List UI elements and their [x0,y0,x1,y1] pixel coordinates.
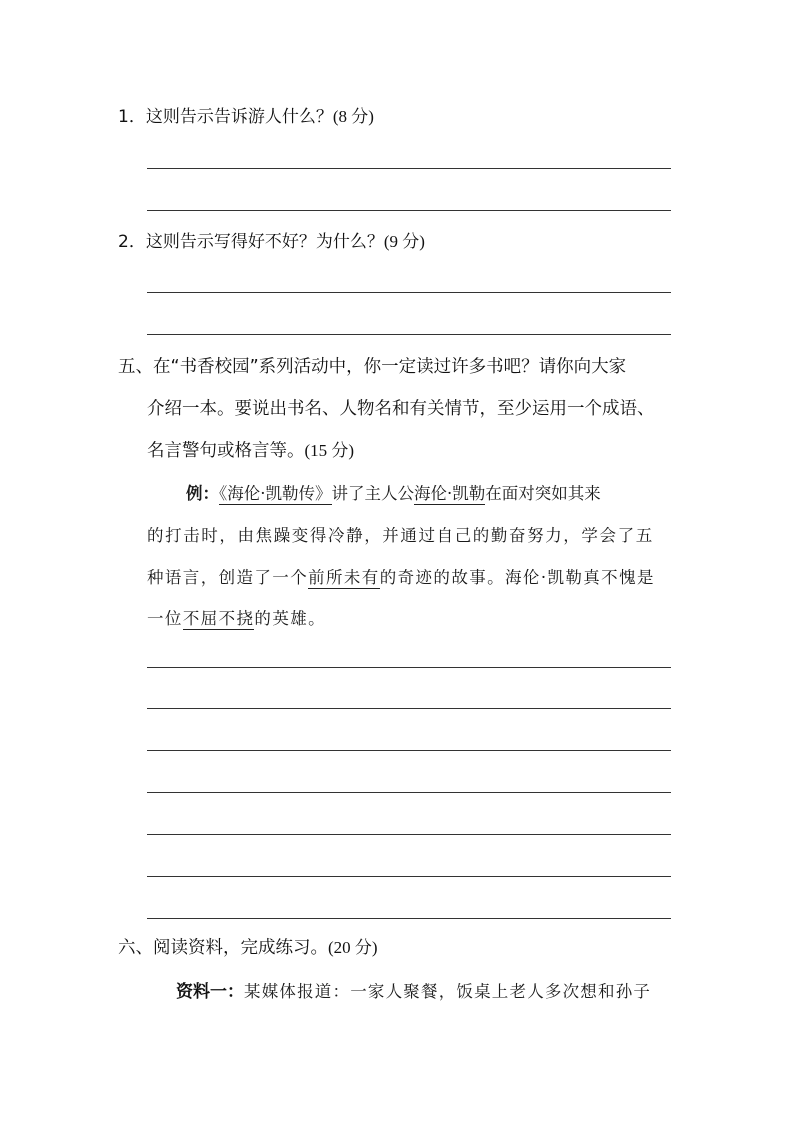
answer-line-s5-6[interactable] [147,876,671,877]
question-2-score: (9 分) [383,232,425,251]
question-2 [118,230,425,254]
example-text: 讲了主人公 [331,484,414,503]
question-1 [118,105,374,129]
material-1 [176,980,651,1004]
example-line-3 [147,566,655,590]
section-5-prompt-line-1 [118,355,674,379]
example-character-name: 海伦·凯勒 [414,484,486,503]
answer-line-q1-2[interactable] [147,210,671,211]
answer-line-q2-2[interactable] [147,334,671,335]
section-5-line-1-text: 五、在“书香校园”系列活动中，你一定读过许多书吧？请你向大家 [118,357,627,377]
question-2-number: 2． [118,232,146,252]
answer-line-s5-4[interactable] [147,792,671,793]
example-text: 种语言，创造了一个 [147,568,309,587]
example-idiom-1: 前所未有 [308,568,380,587]
question-2-text: 这则告示写得好不好？为什么？ [145,232,384,252]
section-5-line-3-text: 名言警句或格言等。 [147,441,305,461]
example-text: 一位 [147,609,183,628]
example-idiom-2: 不屈不挠 [182,609,255,628]
example-line-4 [147,607,326,631]
section-5-score: (15 分) [304,441,355,460]
example-text: 的奇迹的故事。海伦·凯勒真不愧是 [379,568,655,587]
example-book-title: 《海伦·凯勒传》 [219,484,332,503]
answer-line-s5-1[interactable] [147,667,671,668]
example-text: 的打击时，由焦躁变得冷静，并通过自己的勤奋努力，学会了五 [147,526,654,545]
section-5-prompt-line-2 [147,397,675,421]
answer-line-q1-1[interactable] [147,168,671,169]
answer-line-q2-1[interactable] [147,292,671,293]
example-line-2 [147,524,654,548]
example-text: 在面对突如其来 [485,484,601,503]
section-5-line-2-text: 介绍一本。要说出书名、人物名和有关情节，至少运用一个成语、 [147,399,655,419]
section-6-title [118,936,378,960]
question-1-score: (8 分) [332,107,374,126]
material-1-label: 资料一： [176,982,244,1002]
answer-line-s5-5[interactable] [147,834,671,835]
material-1-text: 某媒体报道：一家人聚餐，饭桌上老人多次想和孙子 [244,982,652,1001]
question-1-text: 这则告示告诉游人什么？ [145,107,333,127]
question-1-number: 1． [118,107,146,127]
section-6-title-text: 六、阅读资料，完成练习。 [118,938,328,958]
example-label: 例： [186,484,219,503]
answer-line-s5-2[interactable] [147,708,671,709]
example-line-1 [186,482,601,506]
example-text: 的英雄。 [254,609,327,628]
section-5-prompt-line-3 [147,439,354,463]
answer-line-s5-7[interactable] [147,918,671,919]
answer-line-s5-3[interactable] [147,750,671,751]
section-6-score: (20 分) [328,938,378,957]
